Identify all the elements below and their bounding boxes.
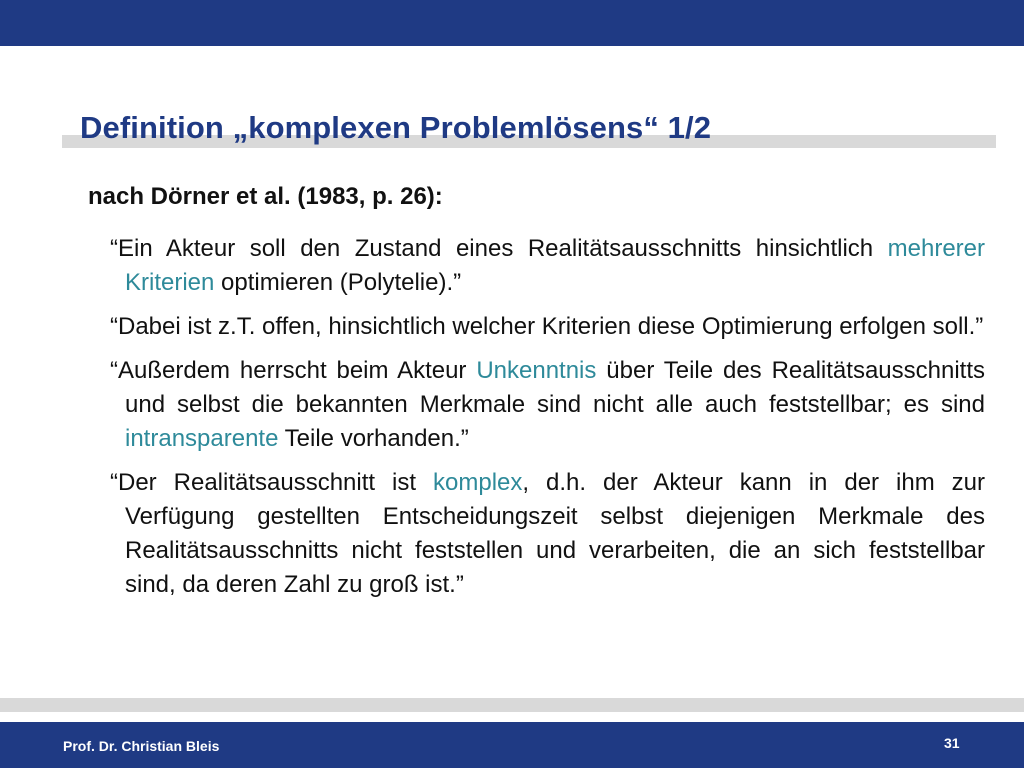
quote-polytelie bbox=[110, 232, 985, 300]
quote-unkenntnis bbox=[110, 354, 985, 456]
quote-text: , d.h. der Akteur kann in der ihm zur Verfügung gestellten Entscheidungszeit selbst diejenigen Merkmale des Realitätsausschnitts nicht feststellen und verarbeiten, die an sich feststellbar sind, da deren Zahl zu groß ist.” bbox=[125, 469, 985, 598]
quote-text: über Teile des Realitätsausschnitts und selbst die bekannten Merkmale sind nicht alle auch feststellbar; es sind bbox=[125, 357, 985, 418]
quote-text: optimieren (Polytelie).” bbox=[214, 269, 462, 296]
author-name: Prof. Dr. Christian Bleis bbox=[63, 738, 220, 754]
top-banner bbox=[0, 0, 1024, 46]
quote-text: Teile vorhanden.” bbox=[278, 425, 469, 452]
highlight-term: komplex bbox=[433, 469, 523, 496]
highlight-term: intransparente bbox=[125, 425, 279, 452]
highlight-term: mehrerer Kriterien bbox=[125, 235, 985, 296]
slide-title: Definition „komplexen Problemlösens“ 1/2 bbox=[80, 110, 712, 145]
quote-offen bbox=[110, 310, 985, 344]
quote-text: “Ein Akteur soll den Zustand eines Realitätsausschnitts hinsichtlich bbox=[110, 235, 888, 262]
quote-text: “Der Realitätsausschnitt ist bbox=[110, 469, 434, 496]
quote-list bbox=[110, 232, 985, 612]
highlight-term: Unkenntnis bbox=[476, 357, 597, 384]
quote-komplex bbox=[110, 466, 985, 602]
quote-text: “Dabei ist z.T. offen, hinsichtlich welcher Kriterien diese Optimierung erfolgen soll.” bbox=[110, 313, 984, 340]
page-number: 31 bbox=[944, 735, 960, 751]
footer-strip bbox=[0, 698, 1024, 712]
slide-subtitle: nach Dörner et al. (1983, p. 26): bbox=[88, 183, 443, 210]
quote-text: “Außerdem herrscht beim Akteur bbox=[110, 357, 477, 384]
